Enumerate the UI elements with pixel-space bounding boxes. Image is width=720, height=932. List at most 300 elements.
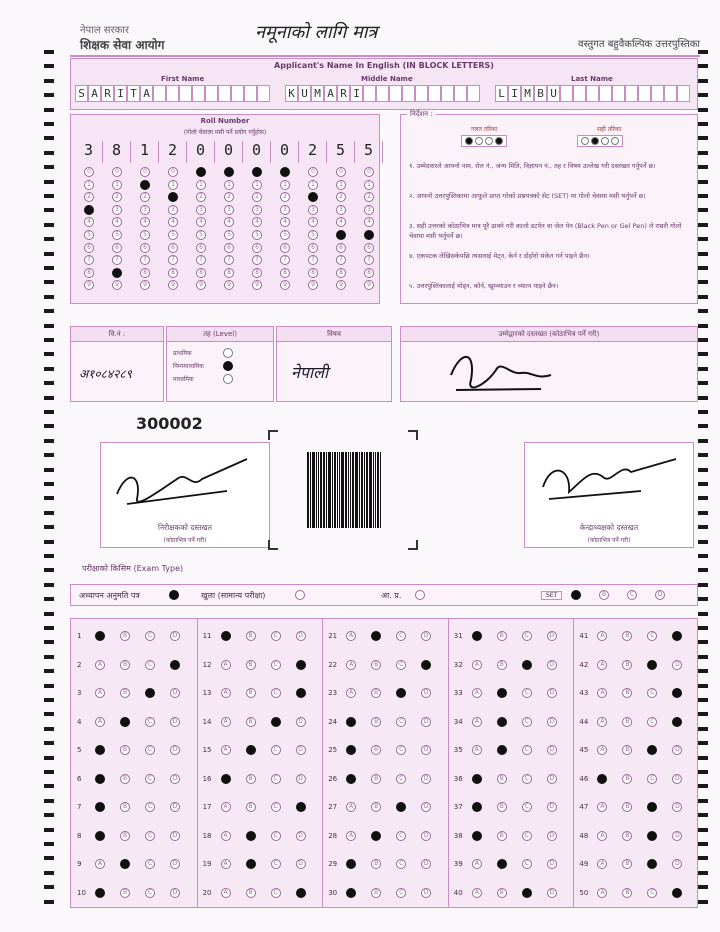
roll-bubble[interactable]: 3 — [168, 205, 178, 215]
letter-cell[interactable] — [651, 85, 664, 102]
roll-bubble[interactable]: 8 — [196, 268, 206, 278]
letter-cell[interactable]: R — [337, 85, 350, 102]
roll-bubble[interactable]: 0 — [280, 167, 290, 177]
roll-bubble[interactable]: 2 — [252, 192, 262, 202]
answer-bubble[interactable]: A — [95, 859, 105, 869]
roll-bubble[interactable]: 4 — [140, 217, 150, 227]
roll-bubble[interactable]: 3 — [140, 205, 150, 215]
answer-bubble[interactable]: D — [672, 888, 682, 898]
answer-bubble[interactable]: D — [421, 888, 431, 898]
set-bubble[interactable]: B — [599, 590, 609, 600]
letter-cell[interactable] — [179, 85, 192, 102]
letter-cell[interactable] — [192, 85, 205, 102]
roll-bubble[interactable]: 6 — [364, 243, 374, 253]
answer-bubble[interactable]: B — [246, 745, 256, 755]
answer-bubble[interactable]: D — [547, 688, 557, 698]
letter-cell[interactable]: M — [521, 85, 534, 102]
answer-bubble[interactable]: C — [647, 888, 657, 898]
answer-bubble[interactable]: C — [522, 888, 532, 898]
answer-bubble[interactable]: D — [672, 859, 682, 869]
answer-bubble[interactable]: B — [120, 745, 130, 755]
roll-bubble[interactable]: 9 — [252, 280, 262, 290]
answer-bubble[interactable]: A — [221, 831, 231, 841]
letter-cell[interactable] — [454, 85, 467, 102]
roll-bubble[interactable]: 4 — [308, 217, 318, 227]
letter-cell[interactable] — [677, 85, 690, 102]
answer-bubble[interactable]: C — [647, 717, 657, 727]
roll-bubble[interactable]: 3 — [196, 205, 206, 215]
answer-bubble[interactable]: C — [522, 859, 532, 869]
answer-bubble[interactable]: B — [497, 660, 507, 670]
answer-bubble[interactable]: A — [346, 717, 356, 727]
roll-bubble[interactable]: 8 — [140, 268, 150, 278]
answer-bubble[interactable]: D — [672, 688, 682, 698]
answer-bubble[interactable]: A — [346, 631, 356, 641]
answer-bubble[interactable]: D — [170, 631, 180, 641]
answer-bubble[interactable]: D — [421, 688, 431, 698]
letter-cell[interactable] — [363, 85, 376, 102]
answer-bubble[interactable]: D — [547, 745, 557, 755]
answer-bubble[interactable]: A — [95, 888, 105, 898]
roll-bubble[interactable]: 2 — [196, 192, 206, 202]
answer-bubble[interactable]: A — [597, 717, 607, 727]
roll-bubble[interactable]: 7 — [280, 255, 290, 265]
answer-bubble[interactable]: C — [145, 745, 155, 755]
answer-bubble[interactable]: D — [296, 688, 306, 698]
roll-bubble[interactable]: 1 — [84, 180, 94, 190]
answer-bubble[interactable]: A — [346, 688, 356, 698]
letter-cell[interactable]: I — [114, 85, 127, 102]
answer-bubble[interactable]: D — [170, 859, 180, 869]
roll-bubble[interactable]: 6 — [196, 243, 206, 253]
letter-cell[interactable] — [441, 85, 454, 102]
answer-bubble[interactable]: D — [672, 831, 682, 841]
answer-bubble[interactable]: A — [346, 831, 356, 841]
answer-bubble[interactable]: C — [396, 859, 406, 869]
roll-bubble[interactable]: 6 — [112, 243, 122, 253]
answer-bubble[interactable]: B — [497, 802, 507, 812]
letter-cell[interactable] — [415, 85, 428, 102]
roll-bubble[interactable]: 3 — [308, 205, 318, 215]
answer-bubble[interactable]: C — [647, 831, 657, 841]
answer-bubble[interactable]: A — [221, 631, 231, 641]
answer-bubble[interactable]: C — [522, 831, 532, 841]
letter-cell[interactable] — [402, 85, 415, 102]
answer-bubble[interactable]: B — [371, 660, 381, 670]
answer-bubble[interactable]: D — [296, 631, 306, 641]
letter-cell[interactable]: U — [298, 85, 311, 102]
roll-bubble[interactable]: 2 — [280, 192, 290, 202]
roll-bubble[interactable]: 7 — [224, 255, 234, 265]
roll-bubble[interactable]: 8 — [364, 268, 374, 278]
answer-bubble[interactable]: A — [472, 717, 482, 727]
roll-bubble[interactable]: 5 — [280, 230, 290, 240]
roll-bubble[interactable]: 0 — [252, 167, 262, 177]
roll-bubble[interactable]: 3 — [280, 205, 290, 215]
roll-bubble[interactable]: 8 — [112, 268, 122, 278]
answer-bubble[interactable]: A — [597, 631, 607, 641]
answer-bubble[interactable]: B — [622, 831, 632, 841]
letter-cell[interactable]: A — [88, 85, 101, 102]
answer-bubble[interactable]: C — [145, 688, 155, 698]
answer-bubble[interactable]: C — [522, 802, 532, 812]
letter-cell[interactable]: T — [127, 85, 140, 102]
answer-bubble[interactable]: C — [396, 688, 406, 698]
roll-bubble[interactable]: 0 — [224, 167, 234, 177]
roll-bubble[interactable]: 2 — [168, 192, 178, 202]
roll-bubble[interactable]: 8 — [308, 268, 318, 278]
answer-bubble[interactable]: C — [647, 660, 657, 670]
roll-bubble[interactable]: 5 — [224, 230, 234, 240]
roll-bubble[interactable]: 4 — [280, 217, 290, 227]
answer-bubble[interactable]: C — [145, 660, 155, 670]
answer-bubble[interactable]: A — [346, 660, 356, 670]
answer-bubble[interactable]: B — [371, 831, 381, 841]
answer-bubble[interactable]: A — [95, 660, 105, 670]
roll-bubble[interactable]: 2 — [224, 192, 234, 202]
answer-bubble[interactable]: D — [672, 717, 682, 727]
answer-bubble[interactable]: B — [622, 688, 632, 698]
answer-bubble[interactable]: A — [346, 774, 356, 784]
answer-bubble[interactable]: A — [472, 802, 482, 812]
letter-cell[interactable] — [231, 85, 244, 102]
roll-bubble[interactable]: 7 — [196, 255, 206, 265]
roll-bubble[interactable]: 1 — [112, 180, 122, 190]
roll-bubble[interactable]: 5 — [112, 230, 122, 240]
answer-bubble[interactable]: B — [120, 688, 130, 698]
answer-bubble[interactable]: D — [170, 888, 180, 898]
answer-bubble[interactable]: B — [120, 802, 130, 812]
answer-bubble[interactable]: D — [170, 802, 180, 812]
answer-bubble[interactable]: A — [95, 717, 105, 727]
roll-bubble[interactable]: 5 — [252, 230, 262, 240]
roll-bubble[interactable]: 5 — [84, 230, 94, 240]
roll-bubble[interactable]: 0 — [336, 167, 346, 177]
answer-bubble[interactable]: B — [371, 888, 381, 898]
answer-bubble[interactable]: C — [522, 774, 532, 784]
exam-option-license-bubble[interactable] — [169, 590, 179, 600]
roll-bubble[interactable]: 7 — [336, 255, 346, 265]
roll-bubble[interactable]: 9 — [280, 280, 290, 290]
roll-bubble[interactable]: 9 — [84, 280, 94, 290]
answer-bubble[interactable]: C — [271, 859, 281, 869]
letter-cell[interactable] — [244, 85, 257, 102]
answer-bubble[interactable]: C — [271, 831, 281, 841]
roll-bubble[interactable]: 0 — [196, 167, 206, 177]
answer-bubble[interactable]: C — [647, 745, 657, 755]
answer-bubble[interactable]: D — [672, 660, 682, 670]
centre-signature-box[interactable] — [524, 442, 694, 548]
answer-bubble[interactable]: D — [421, 631, 431, 641]
answer-bubble[interactable]: C — [396, 717, 406, 727]
letter-cell[interactable]: A — [324, 85, 337, 102]
roll-bubble[interactable]: 8 — [280, 268, 290, 278]
answer-bubble[interactable]: D — [170, 717, 180, 727]
answer-bubble[interactable]: D — [547, 631, 557, 641]
answer-bubble[interactable]: D — [547, 717, 557, 727]
answer-bubble[interactable]: A — [95, 688, 105, 698]
answer-bubble[interactable]: A — [346, 888, 356, 898]
roll-bubble[interactable]: 9 — [196, 280, 206, 290]
roll-bubble[interactable]: 4 — [168, 217, 178, 227]
roll-bubble[interactable]: 5 — [336, 230, 346, 240]
answer-bubble[interactable]: D — [547, 831, 557, 841]
answer-bubble[interactable]: D — [170, 774, 180, 784]
roll-bubble[interactable]: 3 — [112, 205, 122, 215]
letter-cell[interactable] — [205, 85, 218, 102]
roll-bubble[interactable]: 1 — [168, 180, 178, 190]
answer-bubble[interactable]: C — [271, 717, 281, 727]
roll-bubble[interactable]: 7 — [168, 255, 178, 265]
roll-bubble[interactable]: 7 — [140, 255, 150, 265]
roll-bubble[interactable]: 0 — [168, 167, 178, 177]
letter-cell[interactable] — [166, 85, 179, 102]
answer-bubble[interactable]: A — [597, 802, 607, 812]
answer-bubble[interactable]: C — [647, 774, 657, 784]
roll-bubble[interactable]: 0 — [364, 167, 374, 177]
roll-bubble[interactable]: 0 — [112, 167, 122, 177]
roll-bubble[interactable]: 3 — [364, 205, 374, 215]
answer-bubble[interactable]: B — [622, 717, 632, 727]
answer-bubble[interactable]: C — [396, 802, 406, 812]
answer-bubble[interactable]: C — [396, 888, 406, 898]
answer-bubble[interactable]: A — [221, 774, 231, 784]
roll-bubble[interactable]: 6 — [252, 243, 262, 253]
answer-bubble[interactable]: C — [396, 745, 406, 755]
answer-bubble[interactable]: C — [522, 688, 532, 698]
answer-bubble[interactable]: A — [95, 831, 105, 841]
letter-cell[interactable]: I — [508, 85, 521, 102]
roll-bubble[interactable]: 8 — [336, 268, 346, 278]
letter-cell[interactable] — [612, 85, 625, 102]
answer-bubble[interactable]: D — [296, 717, 306, 727]
letter-cell[interactable]: A — [140, 85, 153, 102]
answer-bubble[interactable]: D — [170, 745, 180, 755]
roll-bubble[interactable]: 6 — [280, 243, 290, 253]
answer-bubble[interactable]: C — [145, 802, 155, 812]
answer-bubble[interactable]: B — [497, 688, 507, 698]
letter-cell[interactable] — [573, 85, 586, 102]
last-name-cells[interactable] — [495, 85, 690, 102]
letter-cell[interactable] — [560, 85, 573, 102]
roll-bubble[interactable]: 6 — [336, 243, 346, 253]
answer-bubble[interactable]: A — [597, 688, 607, 698]
roll-bubble[interactable]: 7 — [252, 255, 262, 265]
answer-bubble[interactable]: C — [271, 631, 281, 641]
level-option-bubble[interactable] — [223, 348, 233, 358]
answer-bubble[interactable]: D — [296, 831, 306, 841]
roll-bubble[interactable]: 5 — [364, 230, 374, 240]
answer-bubble[interactable]: A — [472, 831, 482, 841]
roll-bubble[interactable]: 3 — [252, 205, 262, 215]
roll-bubble[interactable]: 7 — [112, 255, 122, 265]
letter-cell[interactable] — [257, 85, 270, 102]
roll-bubble[interactable]: 8 — [168, 268, 178, 278]
roll-bubble[interactable]: 6 — [308, 243, 318, 253]
letter-cell[interactable]: M — [311, 85, 324, 102]
answer-bubble[interactable]: B — [371, 688, 381, 698]
answer-bubble[interactable]: C — [145, 774, 155, 784]
roll-bubble[interactable]: 1 — [280, 180, 290, 190]
answer-bubble[interactable]: A — [472, 745, 482, 755]
roll-bubble[interactable]: 9 — [168, 280, 178, 290]
answer-bubble[interactable]: B — [246, 717, 256, 727]
answer-bubble[interactable]: A — [346, 745, 356, 755]
answer-bubble[interactable]: D — [296, 745, 306, 755]
answer-bubble[interactable]: B — [622, 660, 632, 670]
roll-bubble[interactable]: 5 — [308, 230, 318, 240]
roll-bubble[interactable]: 9 — [224, 280, 234, 290]
letter-cell[interactable] — [467, 85, 480, 102]
answer-bubble[interactable]: A — [95, 745, 105, 755]
roll-bubble[interactable]: 3 — [84, 205, 94, 215]
roll-bubble[interactable]: 6 — [224, 243, 234, 253]
answer-bubble[interactable]: C — [271, 660, 281, 670]
answer-bubble[interactable]: D — [296, 888, 306, 898]
answer-bubble[interactable]: A — [597, 888, 607, 898]
level-option-bubble[interactable] — [223, 361, 233, 371]
roll-bubble[interactable]: 8 — [252, 268, 262, 278]
answer-bubble[interactable]: C — [522, 631, 532, 641]
roll-bubble[interactable]: 4 — [224, 217, 234, 227]
middle-name-cells[interactable] — [285, 85, 480, 102]
exam-option-internal-bubble[interactable] — [415, 590, 425, 600]
answer-bubble[interactable]: D — [296, 859, 306, 869]
answer-bubble[interactable]: B — [246, 660, 256, 670]
answer-bubble[interactable]: B — [622, 631, 632, 641]
answer-bubble[interactable]: A — [221, 802, 231, 812]
answer-bubble[interactable]: B — [246, 859, 256, 869]
answer-bubble[interactable]: A — [221, 688, 231, 698]
answer-bubble[interactable]: C — [145, 831, 155, 841]
letter-cell[interactable]: B — [534, 85, 547, 102]
answer-bubble[interactable]: B — [371, 774, 381, 784]
answer-bubble[interactable]: A — [597, 745, 607, 755]
answer-bubble[interactable]: A — [472, 774, 482, 784]
answer-bubble[interactable]: A — [221, 859, 231, 869]
roll-bubble[interactable]: 6 — [140, 243, 150, 253]
letter-cell[interactable] — [638, 85, 651, 102]
roll-bubble[interactable]: 9 — [336, 280, 346, 290]
answer-bubble[interactable]: C — [396, 831, 406, 841]
answer-bubble[interactable]: A — [597, 831, 607, 841]
roll-bubble[interactable]: 1 — [140, 180, 150, 190]
answer-bubble[interactable]: B — [120, 660, 130, 670]
answer-bubble[interactable]: D — [547, 660, 557, 670]
answer-bubble[interactable]: B — [497, 745, 507, 755]
roll-bubble[interactable]: 1 — [252, 180, 262, 190]
roll-bubble[interactable]: 4 — [112, 217, 122, 227]
roll-bubble[interactable]: 4 — [252, 217, 262, 227]
answer-bubble[interactable]: C — [647, 859, 657, 869]
answer-bubble[interactable]: D — [672, 774, 682, 784]
answer-bubble[interactable]: A — [472, 631, 482, 641]
answer-grid[interactable] — [70, 618, 698, 908]
answer-bubble[interactable]: B — [497, 774, 507, 784]
answer-bubble[interactable]: A — [346, 802, 356, 812]
answer-bubble[interactable]: A — [472, 688, 482, 698]
answer-bubble[interactable]: D — [170, 831, 180, 841]
answer-bubble[interactable]: D — [547, 888, 557, 898]
set-bubble[interactable]: C — [627, 590, 637, 600]
roll-bubble[interactable]: 4 — [336, 217, 346, 227]
roll-bubble[interactable]: 5 — [140, 230, 150, 240]
answer-bubble[interactable]: D — [547, 859, 557, 869]
answer-bubble[interactable]: D — [296, 774, 306, 784]
answer-bubble[interactable]: C — [271, 745, 281, 755]
answer-bubble[interactable]: D — [296, 802, 306, 812]
roll-bubble[interactable]: 5 — [168, 230, 178, 240]
answer-bubble[interactable]: D — [547, 802, 557, 812]
roll-bubble[interactable]: 7 — [364, 255, 374, 265]
letter-cell[interactable] — [625, 85, 638, 102]
set-bubble[interactable]: A — [571, 590, 581, 600]
answer-bubble[interactable]: D — [672, 745, 682, 755]
roll-bubble[interactable]: 6 — [168, 243, 178, 253]
candidate-signature-box[interactable] — [400, 326, 698, 402]
answer-bubble[interactable]: B — [497, 888, 507, 898]
roll-bubble[interactable]: 3 — [336, 205, 346, 215]
answer-bubble[interactable]: D — [421, 802, 431, 812]
answer-bubble[interactable]: D — [296, 660, 306, 670]
answer-bubble[interactable]: B — [120, 888, 130, 898]
answer-bubble[interactable]: B — [371, 717, 381, 727]
roll-bubble[interactable]: 9 — [308, 280, 318, 290]
exam-option-open-bubble[interactable] — [295, 590, 305, 600]
letter-cell[interactable] — [586, 85, 599, 102]
roll-bubble[interactable]: 9 — [364, 280, 374, 290]
answer-bubble[interactable]: D — [421, 831, 431, 841]
answer-bubble[interactable]: B — [246, 831, 256, 841]
answer-bubble[interactable]: B — [622, 888, 632, 898]
letter-cell[interactable]: K — [285, 85, 298, 102]
answer-bubble[interactable]: D — [547, 774, 557, 784]
answer-bubble[interactable]: B — [371, 745, 381, 755]
answer-bubble[interactable]: B — [246, 774, 256, 784]
answer-bubble[interactable]: A — [472, 859, 482, 869]
roll-bubble[interactable]: 4 — [196, 217, 206, 227]
roll-bubble[interactable]: 1 — [308, 180, 318, 190]
letter-cell[interactable]: U — [547, 85, 560, 102]
letter-cell[interactable] — [153, 85, 166, 102]
roll-bubble[interactable]: 3 — [224, 205, 234, 215]
first-name-cells[interactable] — [75, 85, 270, 102]
roll-bubble[interactable]: 8 — [224, 268, 234, 278]
answer-bubble[interactable]: D — [170, 660, 180, 670]
answer-bubble[interactable]: B — [371, 802, 381, 812]
letter-cell[interactable] — [376, 85, 389, 102]
letter-cell[interactable]: L — [495, 85, 508, 102]
answer-bubble[interactable]: A — [597, 774, 607, 784]
answer-bubble[interactable]: C — [145, 631, 155, 641]
roll-bubble[interactable]: 1 — [336, 180, 346, 190]
answer-bubble[interactable]: B — [246, 802, 256, 812]
letter-cell[interactable] — [664, 85, 677, 102]
answer-bubble[interactable]: D — [672, 802, 682, 812]
set-bubble[interactable]: D — [655, 590, 665, 600]
roll-bubble[interactable]: 2 — [140, 192, 150, 202]
answer-bubble[interactable]: C — [396, 660, 406, 670]
roll-bubble[interactable]: 7 — [308, 255, 318, 265]
answer-bubble[interactable]: C — [145, 888, 155, 898]
answer-bubble[interactable]: C — [271, 774, 281, 784]
answer-bubble[interactable]: D — [421, 774, 431, 784]
roll-bubble[interactable]: 7 — [84, 255, 94, 265]
level-option-bubble[interactable] — [223, 374, 233, 384]
answer-bubble[interactable]: C — [271, 802, 281, 812]
answer-bubble[interactable]: D — [672, 631, 682, 641]
answer-bubble[interactable]: B — [371, 859, 381, 869]
